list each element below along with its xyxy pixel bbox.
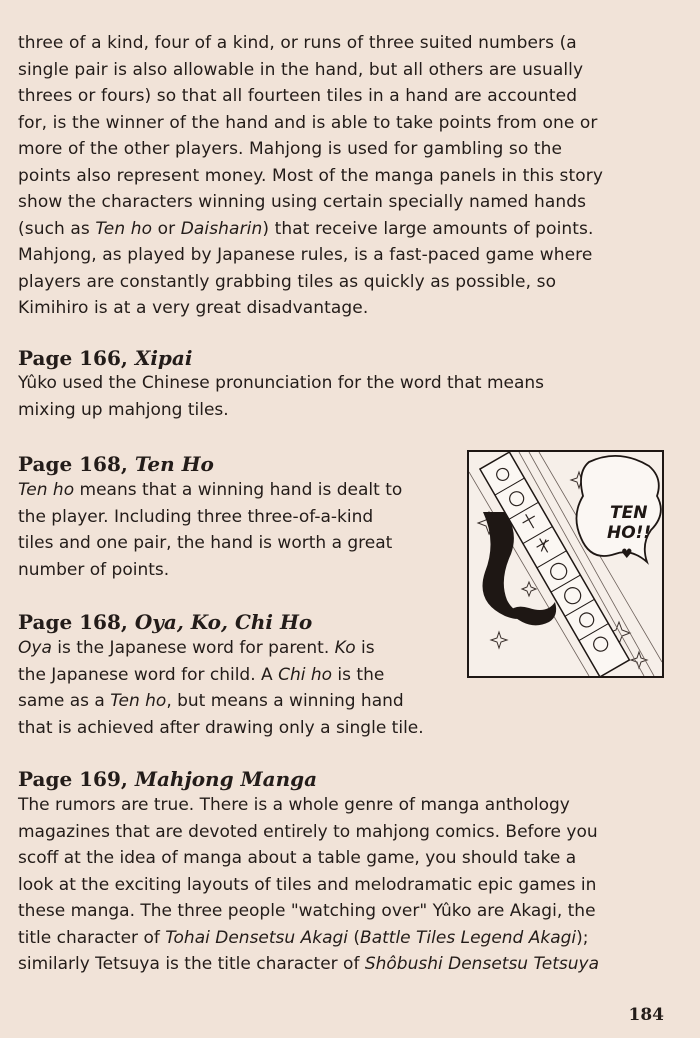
- text-line: Mahjong, as played by Japanese rules, is a fast-paced game where: [18, 245, 593, 265]
- text-run: ) that receive large amounts of points.: [262, 218, 594, 239]
- sound-effect-stroke: [509, 602, 556, 625]
- text-line: look at the exciting layouts of tiles and melodramatic epic games in: [18, 874, 597, 895]
- text-run: the Japanese word for child. A: [18, 664, 279, 685]
- text-line: [18, 635, 478, 662]
- text-line: [18, 688, 478, 715]
- mahjong-tiles-drawing: [469, 452, 662, 676]
- heading-prefix: Page 168,: [18, 452, 135, 476]
- term-ten-ho: Ten ho: [18, 480, 75, 500]
- text-run: (such as: [18, 218, 96, 239]
- text-line: that is achieved after drawing only a single tile.: [18, 717, 424, 738]
- text-run: or: [152, 218, 181, 239]
- heading-term: Ten Ho: [134, 452, 214, 476]
- text-line: Yûko used the Chinese pronunciation for the word that means: [18, 373, 545, 393]
- heading-mahjong-manga: [18, 766, 317, 792]
- text-run: is the: [332, 664, 385, 685]
- term-ten-ho: Ten ho: [95, 218, 153, 239]
- manga-panel-illustration: [467, 450, 664, 678]
- text-line: for, is the winner of the hand and is able to take points from one or: [18, 112, 598, 133]
- text-line: [18, 477, 458, 504]
- bubble-text-line: TEN: [610, 503, 648, 523]
- text-line: threes or fours) so that all fourteen tiles in a hand are accounted: [18, 86, 578, 106]
- heart-icon: ♥: [621, 547, 633, 562]
- text-line: [18, 925, 678, 952]
- section-manga-body: [18, 792, 678, 978]
- text-line: The rumors are true. There is a whole genre of manga anthology: [18, 795, 570, 815]
- text-run: same as a: [18, 691, 111, 711]
- text-line: points also represent money. Most of the manga panels in this story: [18, 165, 604, 186]
- text-run: similarly Tetsuya is the title character of: [18, 954, 365, 974]
- section-xipai-body: [18, 370, 658, 423]
- term-ko: Ko: [334, 638, 356, 658]
- text-run: (: [348, 927, 361, 948]
- text-run: is: [355, 638, 375, 658]
- text-line: more of the other players. Mahjong is used for gambling so the: [18, 139, 563, 159]
- heading-prefix: Page 166,: [18, 346, 135, 370]
- term-ten-ho: Ten ho: [110, 691, 167, 711]
- title-akagi: Tohai Densetsu Akagi: [165, 927, 348, 948]
- text-run: );: [576, 927, 589, 948]
- text-run: title character of: [18, 927, 166, 948]
- term-chi-ho: Chi ho: [278, 664, 333, 685]
- text-line: magazines that are devoted entirely to mahjong comics. Before you: [18, 821, 598, 842]
- text-line: mixing up mahjong tiles.: [18, 399, 229, 420]
- text-run: , but means a winning hand: [166, 691, 404, 711]
- text-run: is the Japanese word for parent.: [51, 638, 335, 658]
- intro-paragraph: [18, 30, 658, 322]
- text-line: the player. Including three three-of-a-kind: [18, 506, 374, 527]
- text-line: show the characters winning using certain specially named hands: [18, 192, 587, 212]
- text-line: number of points.: [18, 559, 170, 580]
- heading-prefix: Page 169,: [18, 767, 135, 791]
- text-run: means that a winning hand is dealt to: [74, 480, 403, 500]
- text-line: [18, 951, 678, 978]
- heading-term: Mahjong Manga: [134, 767, 318, 791]
- heading-prefix: Page 168,: [18, 610, 135, 634]
- bubble-text-line: HO!!: [607, 523, 652, 543]
- text-line: players are constantly grabbing tiles as quickly as possible, so: [18, 271, 557, 292]
- text-line: [18, 216, 658, 243]
- text-line: Kimihiro is at a very great disadvantage.: [18, 298, 369, 318]
- heading-oya-ko-chi-ho: [18, 609, 312, 635]
- text-line: single pair is also allowable in the hand, but all others are usually: [18, 59, 584, 80]
- title-battle-tiles: Battle Tiles Legend Akagi: [360, 927, 577, 948]
- section-ten-ho-body: [18, 477, 458, 583]
- page-number: 184: [628, 1005, 664, 1025]
- heading-term: Xipai: [134, 346, 193, 370]
- text-line: [18, 662, 478, 689]
- heading-term: Oya, Ko, Chi Ho: [134, 610, 313, 634]
- term-oya: Oya: [18, 638, 52, 658]
- section-oya-body: [18, 635, 478, 741]
- heading-ten-ho: [18, 451, 214, 477]
- text-line: tiles and one pair, the hand is worth a great: [18, 533, 393, 553]
- heading-xipai: [18, 345, 192, 371]
- title-tetsuya: Shôbushi Densetsu Tetsuya: [364, 954, 599, 974]
- text-line: these manga. The three people "watching over" Yûko are Akagi, the: [18, 901, 596, 921]
- term-daisharin: Daisharin: [180, 218, 263, 239]
- text-line: scoff at the idea of manga about a table game, you should take a: [18, 848, 577, 868]
- text-line: three of a kind, four of a kind, or runs of three suited numbers (a: [18, 33, 577, 53]
